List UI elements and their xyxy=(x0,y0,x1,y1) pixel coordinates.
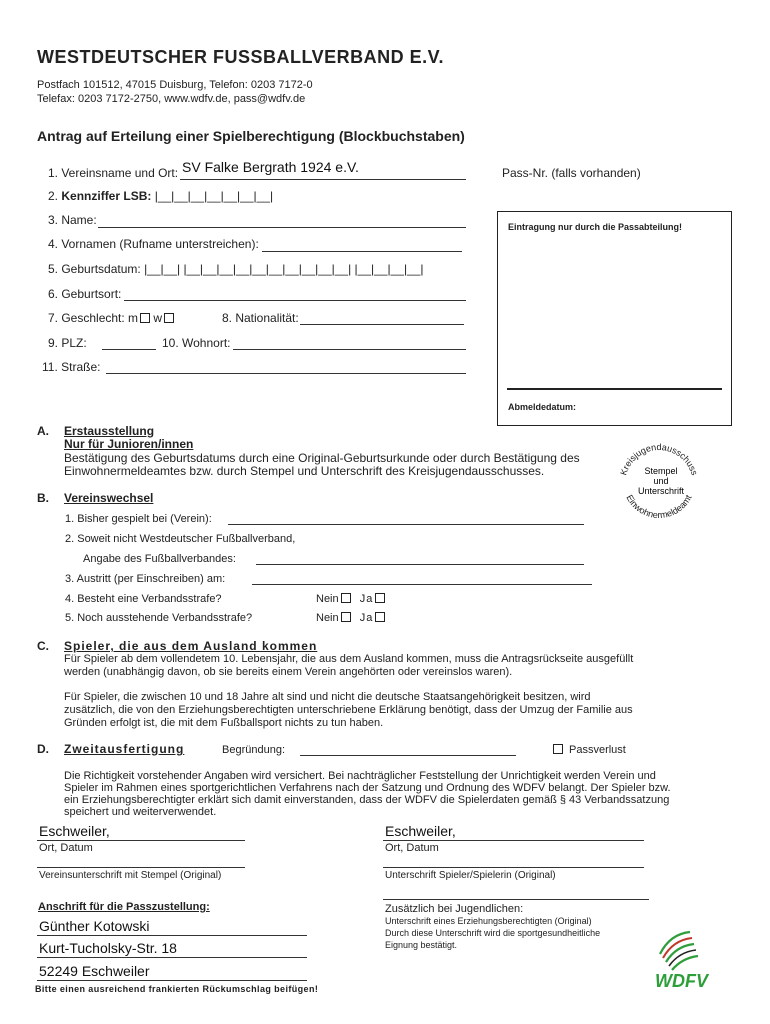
section-b-title: Vereinswechsel xyxy=(64,491,154,505)
left-ort-datum: Ort, Datum xyxy=(39,842,93,854)
address-line-2: Telefax: 0203 7172-2750, www.wdfv.de, pass@wdfv.de xyxy=(37,93,306,105)
address-street[interactable]: Kurt-Tucholsky-Str. 18 xyxy=(39,940,177,956)
field-1-label: 1. Vereinsname und Ort: xyxy=(48,166,179,180)
field-3-label: 3. Name: xyxy=(48,213,97,227)
begruendung-label: Begründung: xyxy=(222,744,285,756)
field-9-label: 9. PLZ: xyxy=(48,336,87,350)
field-7-label: 7. Geschlecht: m w xyxy=(48,311,174,325)
field-10-label: 10. Wohnort: xyxy=(162,336,231,350)
section-a-text-1: Bestätigung des Geburtsdatums durch eine Original-Geburtsurkunde oder durch Bestätigung des xyxy=(64,451,580,465)
player-signature-line[interactable] xyxy=(383,867,644,868)
youth-line-1: Unterschrift eines Erziehungsberechtigten (Original) xyxy=(385,916,592,926)
envelope-note: Bitte einen ausreichend frankierten Rückumschlag beifügen! xyxy=(35,984,319,994)
section-a-title: Erstausstellung xyxy=(64,424,155,438)
youth-line-2: Durch diese Unterschrift wird die sportgesundheitliche xyxy=(385,928,601,938)
stamp-top-text: Kreisjugendausschuss xyxy=(618,441,700,477)
section-c-letter: C. xyxy=(37,639,49,653)
field-8-label: 8. Nationalität: xyxy=(222,311,299,325)
penalty-yes-checkbox[interactable] xyxy=(375,593,385,603)
club-name-input[interactable]: SV Falke Bergrath 1924 e.V. xyxy=(182,159,359,175)
section-d-title: Zweitausfertigung xyxy=(64,742,185,756)
city-input[interactable] xyxy=(233,349,466,350)
b-item-2b: Angabe des Fußballverbandes: xyxy=(83,553,236,565)
section-a-subtitle: Nur für Junioren/innen xyxy=(64,437,194,451)
birthdate-boxes[interactable]: |__|__| |__|__|__|__|__|__|__|__|__|__| |__|__|__|__| xyxy=(144,262,424,276)
section-c-p2b: zusätzlich, die von den Erziehungsberechtigten unterschriebene Erklärung benötigt, dass der Umzug der Familie aus xyxy=(64,704,633,716)
b-item-4: 4. Besteht eine Verbandsstrafe? xyxy=(65,593,222,605)
left-place-input[interactable]: Eschweiler, xyxy=(39,823,110,839)
section-c-title: Spieler, die aus dem Ausland kommen xyxy=(64,639,318,653)
field-2-label: 2. Kennziffer LSB: |__|__|__|__|__|__|__| xyxy=(48,189,274,203)
section-c-p1b: werden (unabhängig davon, ob sie bereits einem Verein angehörten oder vereinslos waren). xyxy=(64,666,513,678)
plz-input[interactable] xyxy=(102,349,156,350)
stamp-center-1: Stempel xyxy=(644,466,678,476)
address-city[interactable]: 52249 Eschweiler xyxy=(39,963,150,979)
field-4-label: 4. Vornamen (Rufname unterstreichen): xyxy=(48,237,259,251)
birthplace-input[interactable] xyxy=(124,300,466,301)
svg-text:Einwohnermeldeamt xyxy=(624,493,693,520)
player-signature-label: Unterschrift Spieler/Spielerin (Original) xyxy=(385,870,556,881)
section-a-letter: A. xyxy=(37,424,49,438)
wdfv-logo-text: WDFV xyxy=(655,971,708,991)
stamp-center-3: Unterschrift xyxy=(637,486,685,496)
section-a-text-2: Einwohnermeldeamtes bzw. durch Stempel und Unterschrift des Kreisjugendausschusses. xyxy=(64,464,545,478)
previous-club-input[interactable] xyxy=(228,524,584,525)
section-d-letter: D. xyxy=(37,742,49,756)
pass-department-note: Eintragung nur durch die Passabteilung! xyxy=(508,222,683,232)
name-input[interactable] xyxy=(98,227,466,228)
section-c-p1a: Für Spieler ab dem vollendetem 10. Lebensjahr, die aus dem Ausland kommen, muss die Antragsrückseite ausgefüllt xyxy=(64,653,634,665)
b-item-5: 5. Noch ausstehende Verbandsstrafe? xyxy=(65,612,253,624)
stamp-bottom-text: Einwohnermeldeamt xyxy=(624,493,694,521)
section-c-p2a: Für Spieler, die zwischen 10 und 18 Jahre alt sind und nicht die deutsche Staatsangehörigkeit besitzen, wird xyxy=(64,691,591,703)
wdfv-logo-icon xyxy=(652,928,712,972)
pending-no-checkbox[interactable] xyxy=(341,612,351,622)
male-checkbox[interactable] xyxy=(140,313,150,323)
b-item-3: 3. Austritt (per Einschreiben) am: xyxy=(65,573,226,585)
first-names-input[interactable] xyxy=(262,251,462,252)
passverlust-option: Passverlust xyxy=(553,744,626,756)
pass-nr-label: Pass-Nr. (falls vorhanden) xyxy=(502,166,641,180)
b-item-5-options: Nein Ja xyxy=(316,612,385,624)
female-checkbox[interactable] xyxy=(164,313,174,323)
declaration-4: speichert und weiterverwendet. xyxy=(64,806,217,818)
stamp-center-2: und xyxy=(653,476,669,486)
b-item-4-options: Nein Ja xyxy=(316,593,385,605)
right-ort-datum: Ort, Datum xyxy=(385,842,439,854)
club-signature-label: Vereinsunterschrift mit Stempel (Original) xyxy=(39,870,222,881)
reason-input[interactable] xyxy=(300,755,516,756)
field-6-label: 6. Geburtsort: xyxy=(48,287,122,301)
address-name[interactable]: Günther Kotowski xyxy=(39,918,150,934)
abmelde-label: Abmeldedatum: xyxy=(508,402,577,412)
right-place-input[interactable]: Eschweiler, xyxy=(385,823,456,839)
field-11-label: 11. Straße: xyxy=(42,360,101,374)
exit-date-input[interactable] xyxy=(252,584,592,585)
address-heading: Anschrift für die Passzustellung: xyxy=(38,901,210,913)
b-item-1: 1. Bisher gespielt bei (Verein): xyxy=(65,513,212,525)
nationality-input[interactable] xyxy=(300,324,464,325)
penalty-no-checkbox[interactable] xyxy=(341,593,351,603)
org-title: WESTDEUTSCHER FUSSBALLVERBAND E.V. xyxy=(37,47,445,67)
pending-yes-checkbox[interactable] xyxy=(375,612,385,622)
section-c-p2c: Gründen erfolgt ist, die mit dem Fußballsport nichts zu tun haben. xyxy=(64,717,384,729)
declaration-2: Spieler im Rahmen eines sportgerichtlichen Verfahrens nach der Satzung und Ordnung des WDFV belangt. Der Spieler bzw. xyxy=(64,782,671,794)
address-line-1: Postfach 101512, 47015 Duisburg, Telefon: 0203 7172-0 xyxy=(37,79,313,91)
youth-line-3: Eignung bestätigt. xyxy=(385,940,458,950)
form-title: Antrag auf Erteilung einer Spielberechtigung (Blockbuchstaben) xyxy=(37,128,465,144)
pass-department-box xyxy=(497,211,732,426)
club-signature-line[interactable] xyxy=(37,867,245,868)
youth-heading: Zusätzlich bei Jugendlichen: xyxy=(385,903,524,915)
section-b-letter: B. xyxy=(37,491,49,505)
previous-association-input[interactable] xyxy=(256,564,584,565)
passverlust-checkbox[interactable] xyxy=(553,744,563,754)
lsb-code-boxes[interactable]: |__|__|__|__|__|__|__| xyxy=(154,189,274,203)
field-5-label: 5. Geburtsdatum: |__|__| |__|__|__|__|__|__|__|__|__|__| |__|__|__|__| xyxy=(48,262,424,276)
declaration-3: ein Erziehungsberechtigter erklärt sich damit einverstanden, dass der WDFV die Spielerdaten gemäß § 43 Verbandssatzung xyxy=(64,794,670,806)
declaration-1: Die Richtigkeit vorstehender Angaben wird versichert. Bei nachträglicher Feststellung der Unrichtigkeit werden Verein und xyxy=(64,770,656,782)
stamp-seal xyxy=(613,434,705,526)
b-item-2: 2. Soweit nicht Westdeutscher Fußballverband, xyxy=(65,533,296,545)
street-input[interactable] xyxy=(106,373,466,374)
